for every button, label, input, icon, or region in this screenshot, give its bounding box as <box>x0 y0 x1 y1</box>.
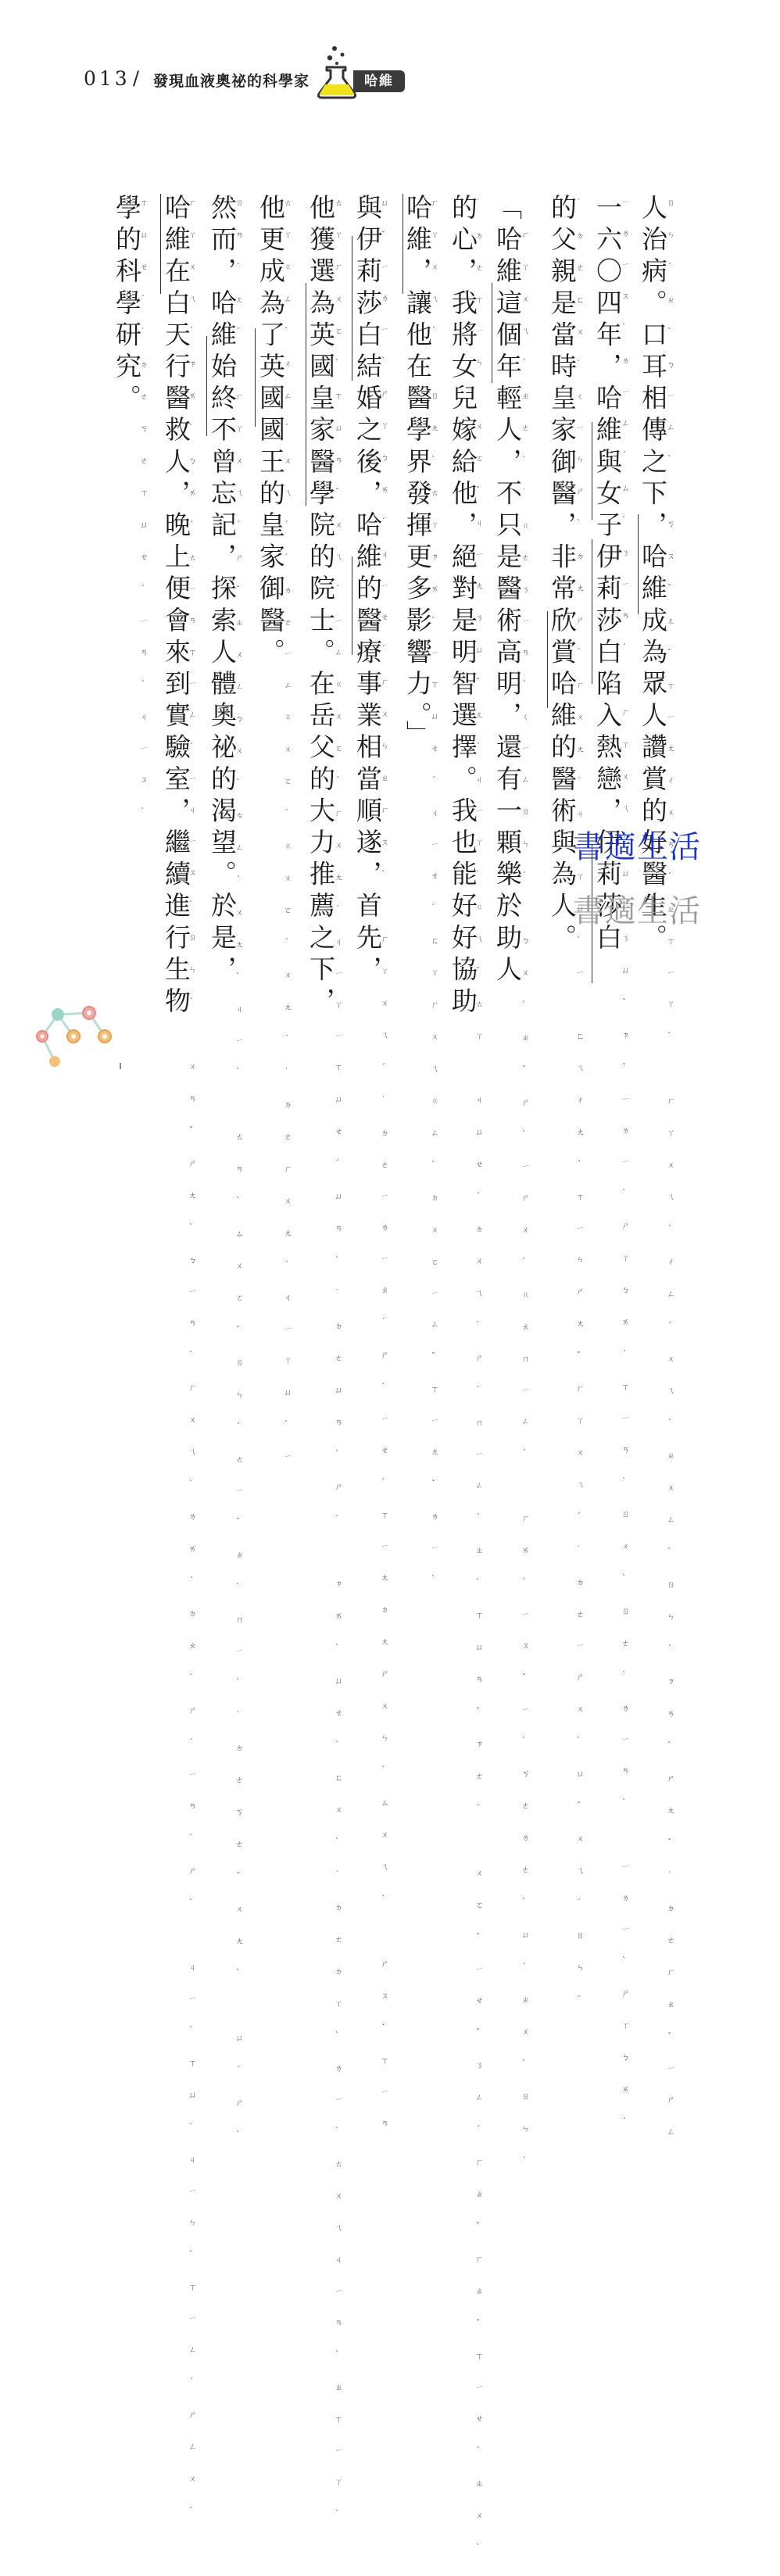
zhuyin-column-8: ㄊㄚㄏㄨㄛˋㄒㄩㄢˇㄨㄟˊㄧㄥㄍㄨㄛˊㄏㄨㄤˊㄐㄧㄚㄧㄒㄩㄝˊㄩㄢˋ˙ㄉㄜㄩㄢˋㄕˋ ㄗㄞˋㄩㄝˋㄈㄨˋ˙ㄉㄜㄉㄚˋㄌㄧˋㄊㄨㄟㄐㄧㄢˋㄓㄒㄧㄚˋ <box>333 199 342 2542</box>
zhuyin-column-3: ˙ㄉㄜㄈㄨˋㄑㄧㄣㄕˋㄉㄤㄕˊㄏㄨㄤˊㄐㄧㄚㄩˋㄧ ㄈㄟㄔㄤˊㄒㄧㄣㄕㄤˇㄏㄚㄨㄟˊ˙ㄉㄜㄧㄕㄨˋㄩˇㄨㄟˊㄖㄣˊ <box>574 199 583 2028</box>
zhuyin-column-6: ㄏㄚㄨㄟˊ ㄖㄤˋㄊㄚㄗㄞˋㄧㄒㄩㄝˊㄐㄧㄝˋㄈㄚㄏㄨㄟㄍㄥˋㄉㄨㄛㄧㄥˇㄒㄧㄤˇㄌㄧˋ <box>429 199 438 1608</box>
text-column-3: 的父親是當時皇家御醫，非常欣賞哈維的醫術與為人。 <box>547 194 578 956</box>
text-column-11: 哈維在白天行醫救人，晚上便會來到實驗室，繼續進行生物 <box>161 194 191 1019</box>
text-column-10: 然而，哈維始終不曾忘記，探索人體奧祕的渴望。於是， <box>207 194 238 987</box>
text-column-7: 與伊莉莎白結婚之後，哈維的醫療事業相當順遂，首先， <box>352 194 383 987</box>
zhuyin-column-2: ㄧㄌㄧㄡˋㄌㄧㄥˊㄙˋㄋㄧㄢˊ ㄏㄚㄨㄟˊㄩˇㄋㄩˇㄗˇㄧㄌㄧˋㄕㄚㄅㄞˊㄒㄧㄢˋㄖㄨˋㄖㄜˋㄌㄧㄢˋ ㄧㄌㄧˋㄕㄚㄅㄞˊ <box>620 199 628 2150</box>
footer-mark <box>120 1063 121 1069</box>
molecule-decoration-icon <box>31 1002 117 1072</box>
text-column-4: 「哈維這個年輕人，不只是醫術高明，還有一顆樂於助人 <box>492 194 523 987</box>
proper-name-line <box>638 514 639 614</box>
zhuyin-column-12: ㄒㄩㄝˊ˙ㄉㄜㄎㄜㄒㄩㄝˊㄧㄢˊㄐㄧㄡˋ <box>138 199 147 840</box>
zhuyin-column-7: ㄩˇㄧㄌㄧˋㄕㄚㄅㄞˊㄐㄧㄝˊㄏㄨㄣㄓㄏㄡˋ ㄏㄚㄨㄟˊ˙ㄉㄜㄧㄌㄧㄠˊㄕˋㄧㄝˋㄒㄧㄤㄉㄤㄕㄨㄣˋㄙㄨㄟˋ ㄕㄡˇㄒㄧㄢ <box>379 199 388 2151</box>
page-number: 013 <box>84 67 131 90</box>
proper-name-line <box>206 336 207 436</box>
watermark-secondary: 書適生活 <box>573 893 701 929</box>
book-title: 發現血液奧祕的科學家 <box>153 73 310 90</box>
text-column-8: 他獲選為英國皇家醫學院的院士。在岳父的大力推薦之下， <box>306 194 336 1019</box>
watermark-primary: 書適生活 <box>573 829 701 865</box>
header-separator: / <box>133 67 140 89</box>
zhuyin-column-4: ㄏㄚㄨㄟˊㄓㄜˋ˙ㄍㄜㄋㄧㄢˊㄑㄧㄥㄖㄣˊ ㄅㄨˋㄓˇㄕˋㄧㄕㄨˋㄍㄠㄇㄧㄥˊ ㄏㄞˊㄧㄡˇㄧˋㄎㄜㄌㄜˋㄩˊㄓㄨˋㄖㄣˊ <box>520 199 528 2189</box>
text-column-2: 一六〇四年，哈維與女子伊莉莎白陷入熱戀，伊莉莎白 <box>592 194 623 956</box>
zhuyin-column-5: ˙ㄉㄜㄒㄧㄣ ㄨㄛˇㄐㄧㄤㄋㄩˇㄦˊㄐㄧㄚˋㄍㄟˇㄊㄚ ㄐㄩㄝˊㄉㄨㄟˋㄕˋㄇㄧㄥˊㄓˋㄒㄩㄢˇㄗㄜˊ ㄨㄛˇㄧㄝˇㄋㄥˊㄏㄠˇㄏㄠˇㄒㄧㄝˊㄓㄨˋ <box>474 199 482 2576</box>
zhuyin-column-9: ㄊㄚㄍㄥˋㄔㄥˊㄨㄟˊ˙ㄌㄜㄧㄥㄍㄨㄛˊㄍㄨㄛˊㄨㄤˊ˙ㄉㄜㄏㄨㄤˊㄐㄧㄚㄩˋㄧ <box>282 199 291 1483</box>
text-column-12: 學的科學研究。 <box>112 194 142 417</box>
text-column-9: 他更成為了英國國王的皇家御醫。 <box>256 194 286 670</box>
proper-name-line <box>547 611 548 708</box>
zhuyin-column-10: ㄖㄢˊㄦˊ ㄏㄚㄨㄟˊㄕˇㄓㄨㄥㄅㄨˋㄘㄥˊㄨㄤˋㄐㄧˋ ㄊㄢˋㄙㄨㄛˇㄖㄣˊㄊㄧˇㄠˋㄇㄧˋ˙ㄉㄜㄎㄜˇㄨㄤˋ ㄩˊㄕˋ <box>234 199 242 2163</box>
text-column-5: 的心，我將女兒嫁給他，絕對是明智選擇。我也能好好協助 <box>448 194 478 1019</box>
zhuyin-column-11: ㄏㄚㄨㄟˊㄗㄞˋㄅㄞˊㄊㄧㄢㄒㄧㄥˊㄧㄐㄧㄡˋㄖㄣˊ ㄨㄢˇㄕㄤˋㄅㄧㄢˋㄏㄨㄟˋㄌㄞˊㄉㄠˋㄕˊㄧㄢˋㄕˋ ㄐㄧˋㄒㄩˋㄐㄧㄣˋㄒㄧㄥˊㄕㄥㄨˋ <box>187 199 195 2539</box>
zhuyin-column-1: ㄖㄣˊㄓˋㄅㄧㄥˋ ㄎㄡˇㄦˇㄒㄧㄤㄔㄨㄢˊㄓㄒㄧㄚˋ ㄏㄚㄨㄟˊㄔㄥˊㄨㄟˊㄓㄨㄥˋㄖㄣˊㄗㄢˋㄕㄤˇ˙ㄉㄜㄏㄠˇㄧㄕㄥ <box>665 199 674 2159</box>
person-name-tag: 哈維 <box>353 70 405 92</box>
proper-name-line <box>160 194 161 294</box>
text-column-1: 人治病。口耳相傳之下，哈維成為眾人讚賞的好醫生。 <box>638 194 668 956</box>
text-column-6: 哈維，讓他在醫學界發揮更多影響力。」 <box>403 194 433 753</box>
proper-name-line <box>255 328 256 427</box>
